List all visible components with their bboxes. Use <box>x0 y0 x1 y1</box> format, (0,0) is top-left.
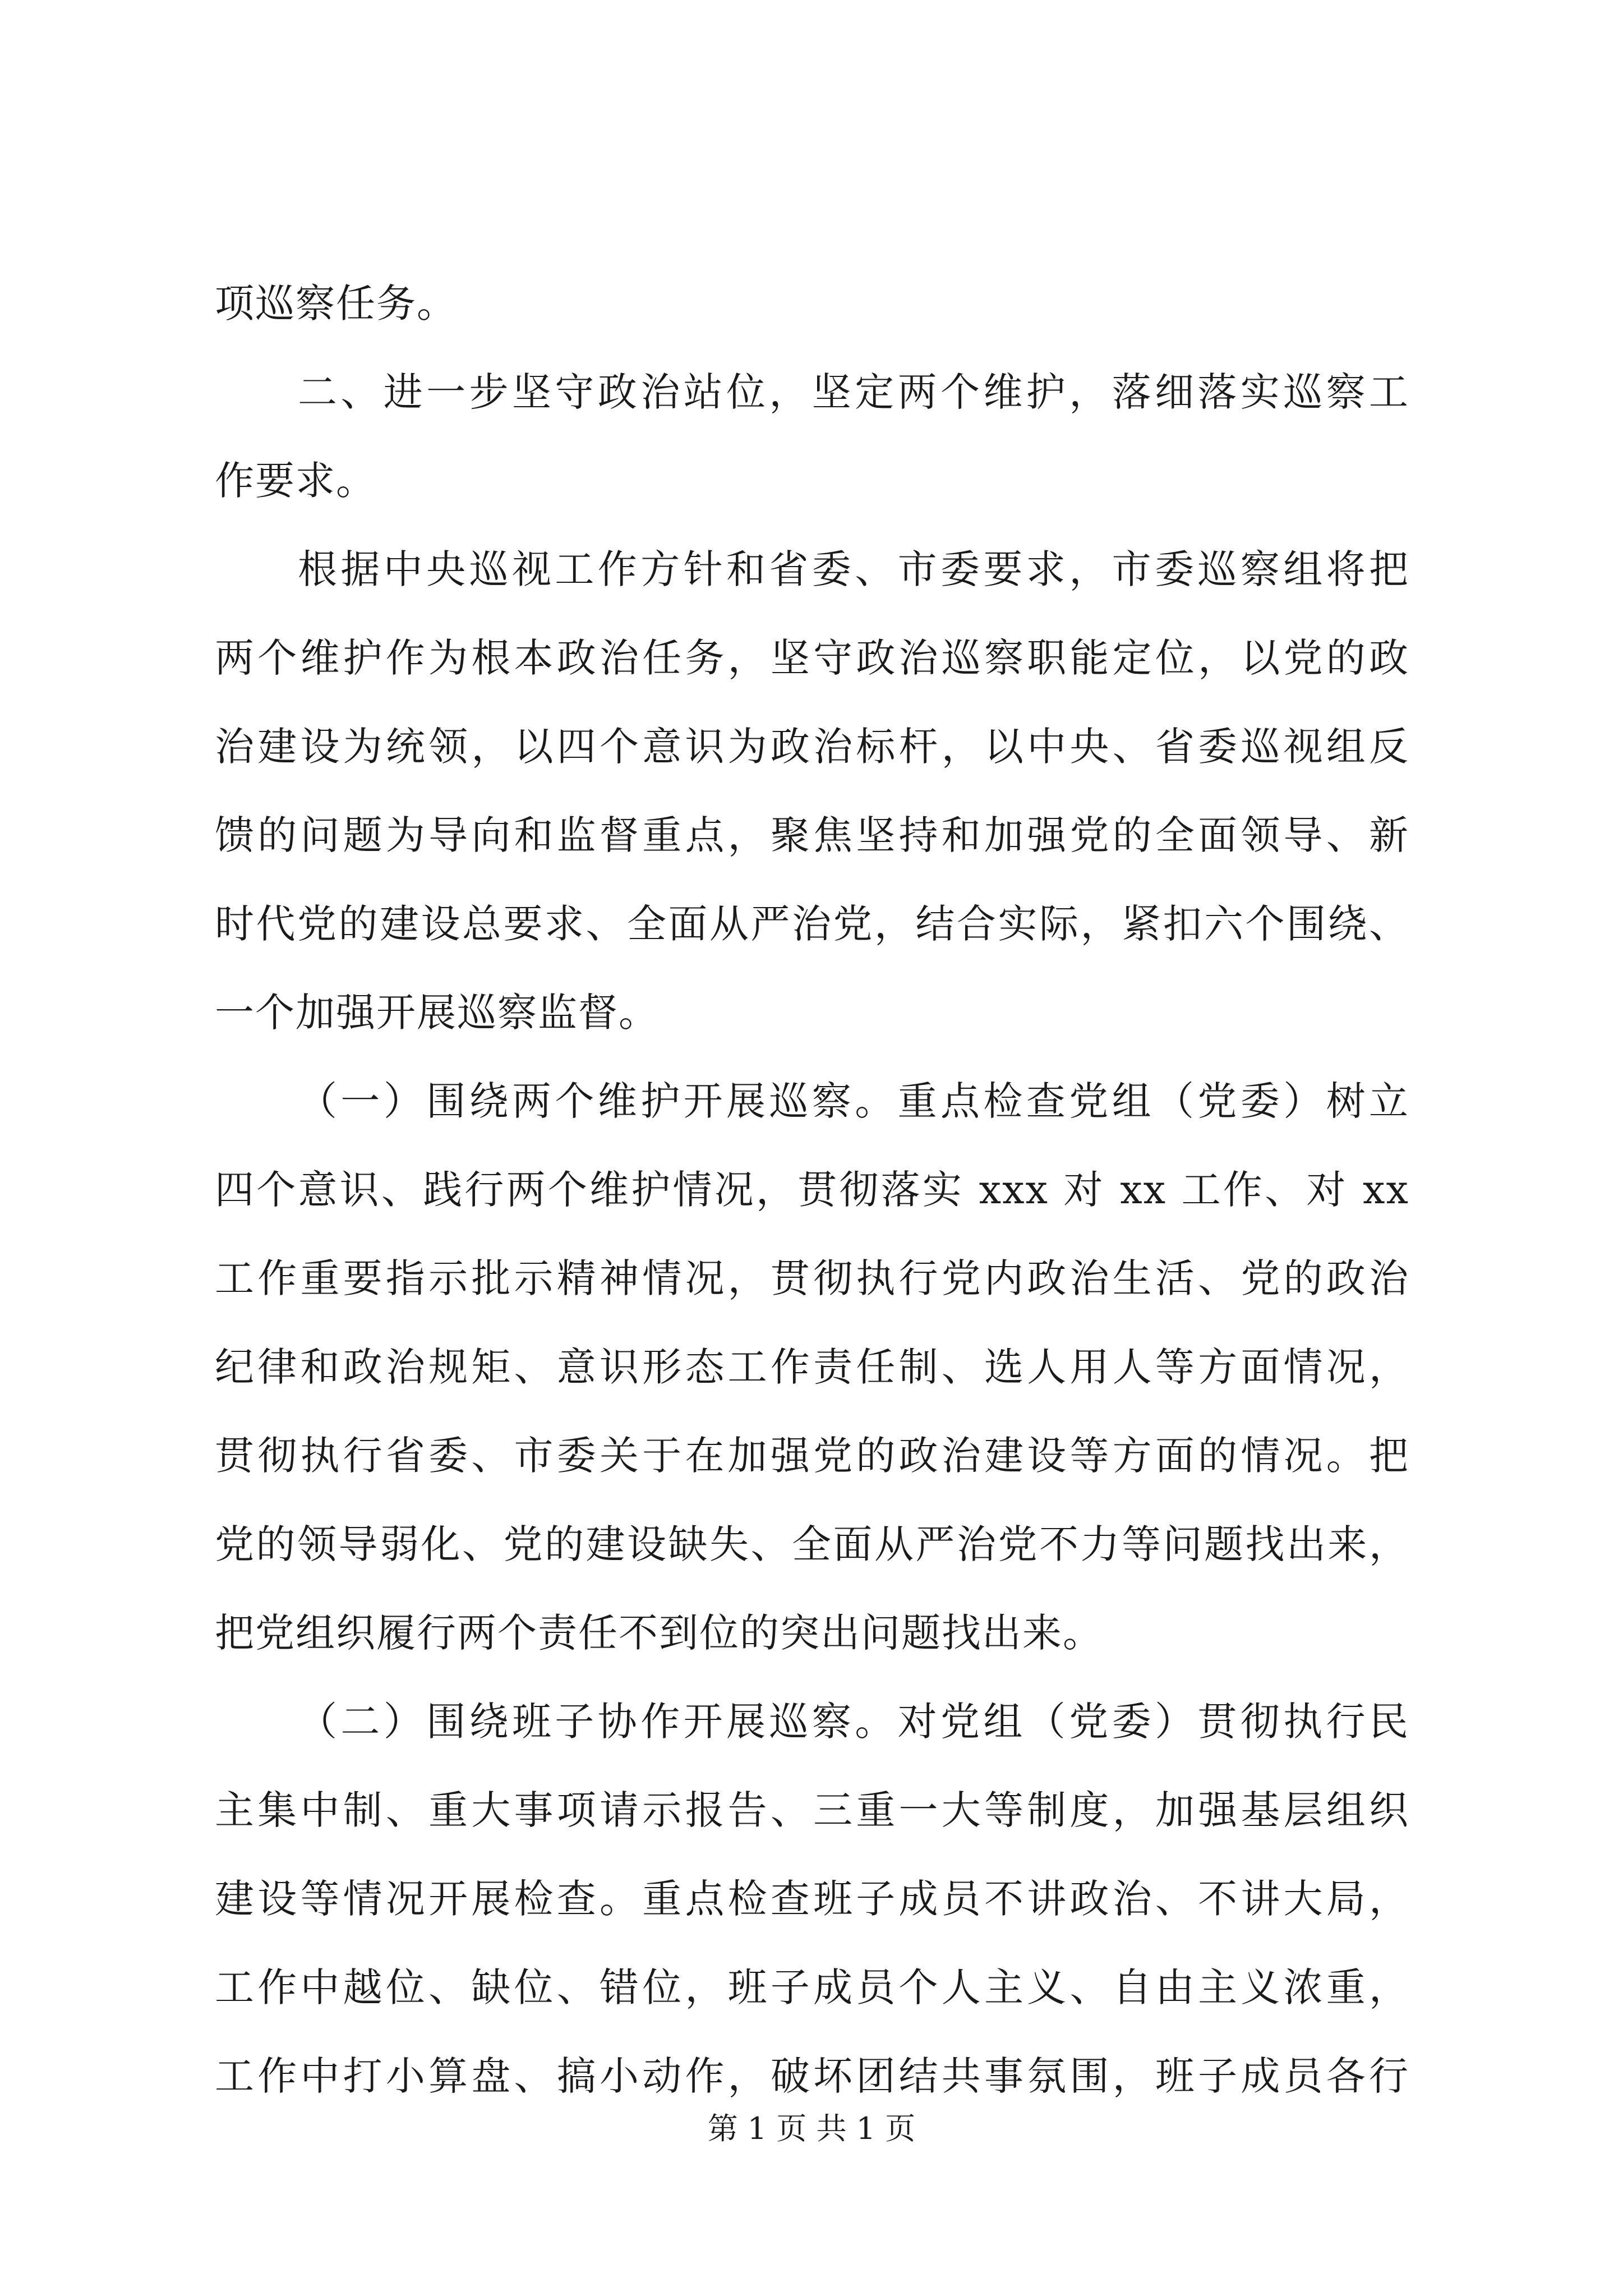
text-line: 项巡察任务。 <box>215 280 457 326</box>
text-line: 把党组织履行两个责任不到位的突出问题找出来。 <box>215 1610 1103 1656</box>
text-line: 纪律和政治规矩、意识形态工作责任制、选人用人等方面情况， <box>215 1344 1409 1390</box>
text-line: 四个意识、践行两个维护情况，贯彻落实 xxx 对 xx 工作、对 xx <box>215 1167 1409 1213</box>
page-number: 第 1 页 共 1 页 <box>707 2111 916 2146</box>
text-line: （一）围绕两个维护开展巡察。重点检查党组（党委）树立 <box>298 1078 1409 1124</box>
text-line: 时代党的建设总要求、全面从严治党，结合实际，紧扣六个围绕、 <box>215 901 1409 947</box>
paragraph <box>215 1057 1409 1677</box>
text-line: 作要求。 <box>215 458 376 504</box>
text-line: 工作重要指示批示精神情况，贯彻执行党内政治生活、党的政治 <box>215 1255 1409 1301</box>
text-line: 工作中越位、缺位、错位，班子成员个人主义、自由主义浓重， <box>215 1964 1409 2010</box>
text-line: 两个维护作为根本政治任务，坚守政治巡察职能定位，以党的政 <box>215 635 1409 681</box>
text-line: 工作中打小算盘、搞小动作，破坏团结共事氛围，班子成员各行 <box>215 2053 1409 2099</box>
text-line: 贯彻执行省委、市委关于在加强党的政治建设等方面的情况。把 <box>215 1433 1409 1479</box>
text-line: 主集中制、重大事项请示报告、三重一大等制度，加强基层组织 <box>215 1787 1409 1833</box>
paragraph <box>215 259 1409 348</box>
text-line: （二）围绕班子协作开展巡察。对党组（党委）贯彻执行民 <box>298 1699 1409 1745</box>
text-line: 一个加强开展巡察监督。 <box>215 990 659 1036</box>
text-line: 建设等情况开展检查。重点检查班子成员不讲政治、不讲大局， <box>215 1876 1409 1922</box>
paragraph <box>215 348 1409 525</box>
text-line: 馈的问题为导向和监督重点，聚焦坚持和加强党的全面领导、新 <box>215 812 1409 858</box>
text-line: 党的领导弱化、党的建设缺失、全面从严治党不力等问题找出来， <box>215 1521 1409 1567</box>
text-line: 根据中央巡视工作方针和省委、市委要求，市委巡察组将把 <box>298 546 1409 592</box>
text-line: 二、进一步坚守政治站位，坚定两个维护，落细落实巡察工 <box>298 369 1409 415</box>
paragraph <box>215 525 1409 1057</box>
document-body <box>215 259 1409 2120</box>
text-line: 治建设为统领，以四个意识为政治标杆，以中央、省委巡视组反 <box>215 724 1409 770</box>
page-footer <box>0 2109 1623 2148</box>
paragraph <box>215 1677 1409 2120</box>
